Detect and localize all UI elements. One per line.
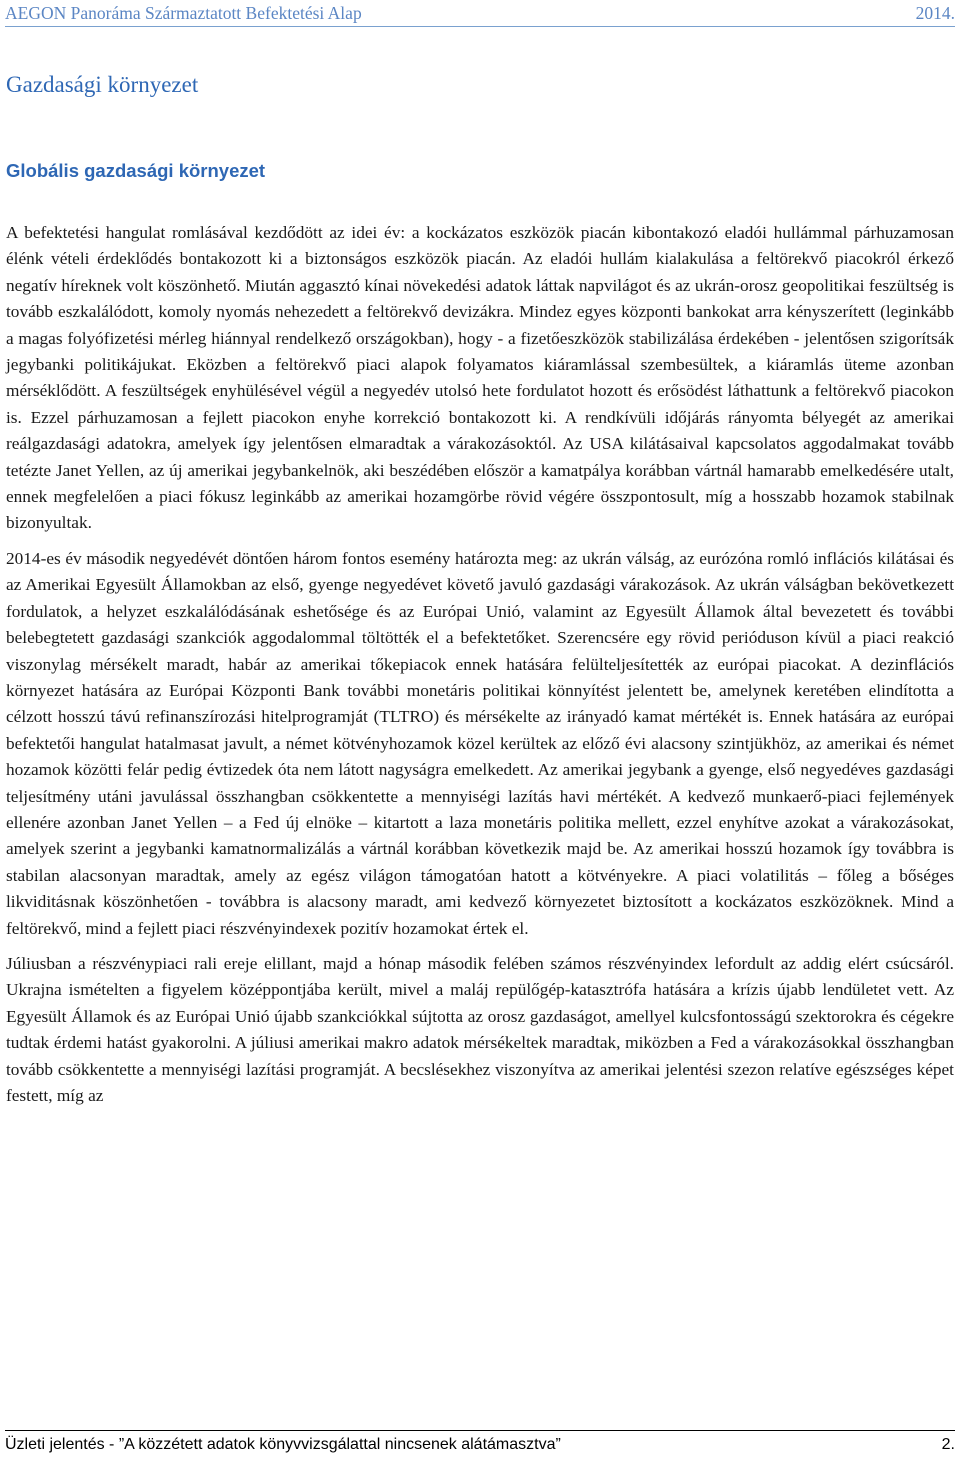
header-title: AEGON Panoráma Származtatott Befektetési Alap (5, 3, 362, 23)
header-year: 2014. (915, 3, 955, 23)
page-header (5, 2, 955, 27)
page-number: 2. (941, 1436, 955, 1453)
paragraph-3: Júliusban a részvénypiaci rali ereje elillant, majd a hónap második felében számos részvényindex lefordult az addig elért csúcsáról. Ukrajna ismételten a figyelem középpontjába került, mivel a maláj repülőgép-katasztrófa hatására a krízis újabb lendületet vett. Az Egyesült Államok és az Európai Unió újabb szankciókkal sújtotta az orosz gazdaságot, amellyel kulcsfontosságú szektorokra és cégekre tudtak érdemi hatást gyakorolni. A júliusi amerikai makro adatok mérsékeltek maradtak, miközben a Fed a várakozásokkal összhangban tovább csökkentette a mennyiségi lazítási programját. A becslésekhez viszonyítva az amerikai jelentési szezon relatíve egészséges képet festett, míg az (6, 953, 954, 1105)
subsection-title: Globális gazdasági környezet (6, 160, 266, 181)
body-text (6, 220, 954, 1118)
footer-note: Üzleti jelentés - ”A közzétett adatok könyvvizsgálattal nincsenek alátámasztva” (5, 1436, 561, 1453)
section-title: Gazdasági környezet (6, 72, 199, 97)
paragraph-2: 2014-es év második negyedévét döntően három fontos esemény határozta meg: az ukrán válság, az eurózóna romló inflációs kilátásai és az Amerikai Egyesült Államokban az első, gyenge negyedévet követő javuló gazdasági várakozások. Az ukrán válságban bekövetkezett fordulatok, a helyzet eszkalálódásának eshetősége és az Európai Unió, valamint az Egyesült Államok által bevezetett és további belebegtetett gazdasági szankciók aggodalommal töltötték el a befektetőket. Szerencsére egy rövid perióduson kívül a piaci reakció viszonylag mérsékelt maradt, habár az amerikai tőkepiacok ennek hatására felülteljesítették az európai piacokat. A dezinflációs környezet hatására az Európai Központi Bank további monetáris politikai könnyítést jelentett be, amelynek keretében elindította a célzott hosszú távú refinanszírozási hitelprogramját (TLTRO) és mérsékelte az irányadó kamat mértékét is. Ennek hatására az európai befektetői hangulat hatalmasat javult, a német kötvényhozamok közel kerültek az előző évi alacsony szintjükhöz, az amerikai és német hozamok közötti felár pedig évtizedek óta nem látott nagyságra emelkedett. Az amerikai jegybank a gyenge, első negyedéves gazdasági teljesítmény utáni javulással összhangban csökkentette a mennyiségi lazítás havi mértékét. A kedvező munkaerő-piaci fejlemények ellenére azonban Janet Yellen – a Fed új elnöke – kitartott a laza monetáris politika mellett, ezzel enyhítve azokat a várakozásokat, amelyek szerint a jegybanki kamatnormalizálás a vártnál korábban következik majd be. Az amerikai hosszú hozamok így továbbra is stabilan alacsonyan maradtak, amely az egész világon támogatóan hatott a kötvényekre. A piaci volatilitás – főleg a bőséges likviditásnak köszönhetően - továbbra is alacsony maradt, ami kedvező környezetet biztosított a kockázatos eszközöknek. Mind a feltörekvő, mind a fejlett piaci részvényindexek pozitív hozamokat értek el. (6, 548, 954, 938)
page-footer (5, 1430, 955, 1458)
paragraph-1: A befektetési hangulat romlásával kezdődött az idei év: a kockázatos eszközök piacán kibontakozó eladói hullámmal párhuzamosan élénk vételi érdeklődés bontakozott ki a biztonságos eszközök piacán. Az eladói hullám kialakulása a feltörekvő piacokról érkező negatív híreknek volt köszönhető. Miután aggasztó kínai növekedési adatok láttak napvilágot és az ukrán-orosz geopolitikai feszültség is tovább eszkalálódott, komoly nyomás nehezedett a feltörekvő devizákra. Mindez egyes központi bankokat arra kényszerített (leginkább a magas folyófizetési mérleg hiánnyal rendelkező országokban), hogy - a fizetőeszközök stabilizálása érdekében - jelentősen szigorítsák jegybanki politikájukat. Eközben a feltörekvő piaci alapok folyamatos kiáramlással szembesültek, a kiáramlás üteme azonban mérséklődött. A feszültségek enyhülésével végül a negyedév utolsó hete fordulatot hozott és erősödést láthattunk a feltörekvő piacokon is. Ezzel párhuzamosan a fejlett piacokon enyhe korrekció bontakozott ki. A rendkívüli időjárás rányomta bélyegét az amerikai reálgazdasági adatokra, amelyek így jelentősen elmaradtak a várakozásoktól. Az USA kilátásaival kapcsolatos aggodalmakat tovább tetézte Janet Yellen, az új amerikai jegybankelnök, aki beszédében először a kamatpálya korábban vártnál hamarabb emelkedésére utalt, ennek megfelelően a piaci fókusz leginkább az amerikai hozamgörbe rövid végére összpontosult, míg a hosszabb hozamok stabilnak bizonyultak. (6, 223, 954, 533)
